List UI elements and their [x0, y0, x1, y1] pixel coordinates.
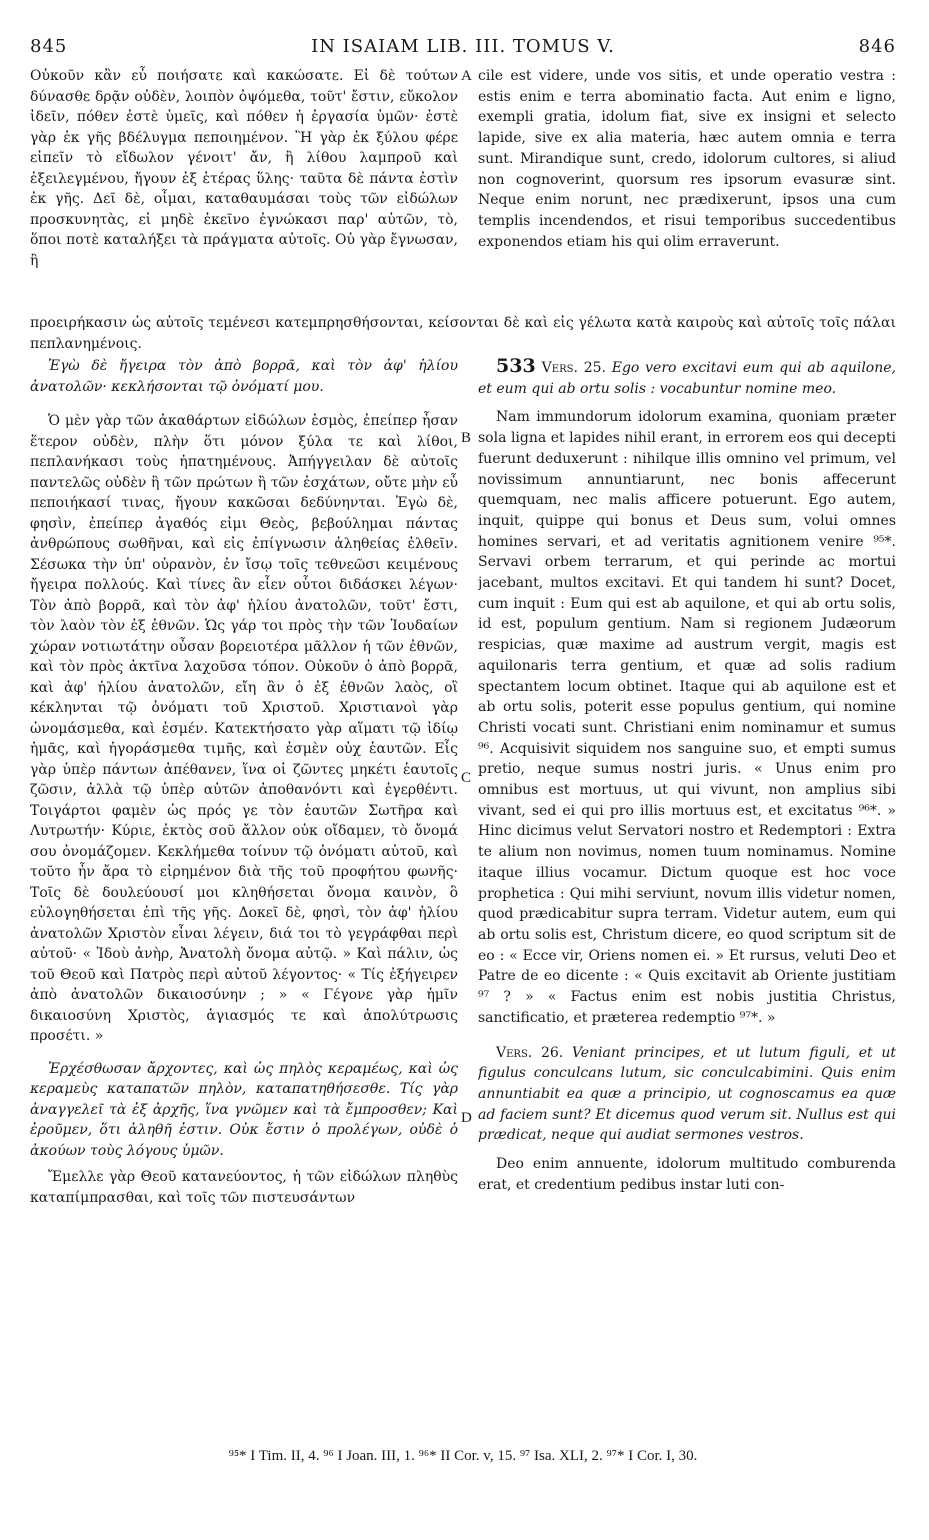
- page-header: [30, 36, 896, 60]
- latin-verse-26: [478, 1043, 896, 1147]
- latin-paragraph-1: Nam immundorum idolorum examina, quoniam præter sola ligna et lapides nihil erant, in errorem eos qui decepti fuerunt deduxerunt : nihilque illis omnino vel primum, vel novissimum annuntiarunt, nec bonis affecerunt quemquam, nec malis afficere potuerunt. Ego autem, inquit, quippe qui bonus et Deus sum, volui omnes homines servari, et ad veritatis agnitionem venire ⁹⁵*. Servavi orbem terrarum, et qui perinde ac mortui jacebant, multos excitavi. Et qui tandem hi sunt? Docet, cum inquit : Eum qui est ab aquilone, et qui ab ortu solis, id est, populum gentium. Nam si regionem Judæorum respicias, quæ maxime ad austrum vergit, magis est aquilonaris terra gentium, et quæ ad solis radium spectantem locum obtinet. Itaque qui ab aquilone est et ab ortu solis, poterit esse populus gentium, qui nomine Christi vocati sunt. Christiani enim nominamur et sumus ⁹⁶. Acquisivit siquidem nos sanguine suo, et empti sumus pretio, neque sumus nostri juris. « Unus enim pro omnibus est mortuus, ut qui vivunt, non amplius sibi vivant, sed ei qui pro illis mortuus est, et excitatus ⁹⁶*. » Hinc dicimus velut Servatori nostro et Redemptori : Extra te alium non novimus, nomen tuum nominamus. Nomine itaque illius vocamur. Dictum quoque est hoc voce prophetica : Qui mihi serviunt, novum illis videtur nomen, quod prædicabitur supra terram. Videtur autem, eum qui ab ortu solis est, Christum dicere, eo quod scriptum sit de eo : « Ecce vir, Oriens nomen ei. » Et rursus, veluti Deo et Patre de eo dicente : « Quis excitavit ab Oriente justitiam ⁹⁷ ? » « Factus enim est nobis justitia Christus, sanctificatio, et præterea redemptio ⁹⁷*. »: [478, 409, 896, 1026]
- latin-verse-25: [478, 356, 896, 399]
- right-page-number: 846: [858, 36, 896, 57]
- greek-column: [30, 356, 458, 1438]
- greek-wide-text: προειρήκασιν ὡς αὐτοῖς τεμένεσι κατεμπρησθήσονται, κείσονται δὲ καὶ εἰς γέλωτα κατὰ καιροὺς καὶ αὐτοῖς τοῖς πάλαι πεπλανημένοις.: [30, 315, 896, 352]
- margin-marker-c: C: [461, 770, 472, 786]
- footnotes: ⁹⁵* I Tim. II, 4. ⁹⁶ I Joan. III, 1. ⁹⁶* II Cor. v, 15. ⁹⁷ Isa. XLI, 2. ⁹⁷* I Cor. I, 30.: [228, 1448, 698, 1464]
- running-title: IN ISAIAM LIB. III. TOMUS V.: [311, 36, 615, 57]
- latin-column: [478, 356, 896, 1438]
- left-page-number: 845: [30, 36, 68, 57]
- margin-marker-b: B: [461, 430, 472, 446]
- verse-label-25: Vers. 25.: [541, 360, 606, 376]
- latin-paragraph-2: Deo enim annuente, idolorum multitudo comburenda erat, et credentium pedibus instar luti con-: [478, 1156, 896, 1193]
- section-number: 533: [496, 356, 536, 377]
- latin-verse-25-text: Ego vero excitavi eum qui ab aquilone, et eum qui ab ortu solis : vocabuntur nomine meo.: [478, 360, 896, 397]
- greek-verse-25: Ἐγὼ δὲ ἤγειρα τὸν ἀπὸ βορρᾶ, καὶ τὸν ἀφ' ἡλίου ἀνατολῶν· κεκλήσονται τῷ ὀνόματί μου.: [30, 358, 458, 395]
- verse-label-26: Vers. 26.: [496, 1044, 564, 1061]
- margin-marker-d: D: [461, 1110, 472, 1126]
- greek-paragraph-2: Ἔμελλε γὰρ Θεοῦ κατανεύοντος, ἡ τῶν εἰδώλων πληθὺς καταπίμπρασθαι, καὶ τοῖς τῶν πιστευσάντων: [30, 1169, 458, 1206]
- greek-column-top: [30, 66, 458, 314]
- greek-verse-26: Ἐρχέσθωσαν ἄρχοντες, καὶ ὡς πηλὸς κεραμέως, καὶ ὡς κεραμεὺς καταπατῶν πηλὸν, καταπατηθήσεσθε. Τίς γὰρ ἀναγγελεῖ τὰ ἐξ ἀρχῆς, ἵνα γνῶμεν καὶ τὰ ἔμπροσθεν; Καὶ ἐροῦμεν, ὅτι ἀληθῆ ἐστιν. Οὐκ ἔστιν ὁ προλέγων, οὐδὲ ὁ ἀκούων τοὺς λόγους ὑμῶν.: [30, 1060, 458, 1159]
- greek-paragraph-1: Ὁ μὲν γὰρ τῶν ἀκαθάρτων εἰδώλων ἑσμὸς, ἐπείπερ ἦσαν ἕτερον οὐδὲν, πλὴν ὅτι μόνον ξύλα τε καὶ λίθοι, πεπλανήκασι τοὺς ἠπατημένους. Ἀπήγγειλαν δὲ αὐτοῖς παντελῶς οὐδὲν ἢ τῶν πρώτων ἢ τῶν ἐσχάτων, οὔτε μὴν εὖ πεποιήκασί τινας, ἤγουν κακῶσαι δεδύνηνται. Ἐγὼ δὲ, φησὶν, ἐπείπερ ἀγαθός εἰμι Θεὸς, βεβούλημαι πάντας ἀνθρώπους σωθῆναι, καὶ εἰς ἐπίγνωσιν ἀληθείας ἐλθεῖν. Σέσωκα τὴν ὑπ' οὐρανὸν, ἐν ἴσῳ τοῖς τεθνεῶσι κειμένους ἤγειρα πολλούς. Καὶ τίνες ἂν εἶεν οὗτοι διδάσκει λέγων· Τὸν ἀπὸ βορρᾶ, καὶ τὸν ἀφ' ἡλίου ἀνατολῶν, τοῦτ' ἔστι, τὸν λαὸν τὸν ἐξ ἐθνῶν. Ὡς γάρ τοι πρὸς τὴν τῶν Ἰουδαίων χώραν νοτιωτάτην οὖσαν βορειοτέρα μᾶλλον ἡ τῶν ἐθνῶν, καὶ τὸν πρὸς ἀκτῖνα λαχοῦσα τόπον. Οὐκοῦν ὁ ἀπὸ βορρᾶ, καὶ ἀφ' ἡλίου ἀνατολῶν, εἴη ἂν ὁ ἐξ ἐθνῶν λαὸς, οἳ κέκληνται τῷ ὀνόματι τοῦ Χριστοῦ. Χριστιανοὶ γὰρ ὠνομάσμεθα, καὶ ἐσμέν. Κατεκτήσατο γὰρ αἵματι τῷ ἰδίῳ ἡμᾶς, καὶ ἠγοράσμεθα τιμῆς, καὶ ἐσμὲν οὐχ ἑαυτῶν. Εἷς γὰρ ὑπὲρ πάντων ἀπέθανεν, ἵνα οἱ ζῶντες μηκέτι ἑαυτοῖς ζῶσιν, ἀλλὰ τῷ ὑπὲρ αὐτῶν ἀποθανόντι καὶ ἐγερθέντι. Τοιγάρτοι φαμὲν ὡς πρός γε τὸν ἑαυτῶν Σωτῆρα καὶ Λυτρωτήν· Κύριε, ἐκτὸς σοῦ ἄλλον οὐκ οἴδαμεν, τὸ ὄνομά σου ὀνομάζομεν. Κεκλήμεθα τοίνυν τῷ ὀνόματι αὐτοῦ, καὶ τοῦτο ἦν ἄρα τὸ εἰρημένον διὰ τῆς τοῦ προφήτου φωνῆς· Τοῖς δὲ δουλεύουσί μοι κληθήσεται ὄνομα καινὸν, ὃ εὐλογηθήσεται ἐπὶ τῆς γῆς. Δοκεῖ δὲ, φησὶ, τὸν ἀφ' ἡλίου ἀνατολῶν Χριστὸν εἶναι λέγειν, διά τοι τὸ γεγράφθαι περὶ αὐτοῦ· « Ἰδοὺ ἀνὴρ, Ἀνατολὴ ὄνομα αὐτῷ. » Καὶ πάλιν, ὡς τοῦ Θεοῦ καὶ Πατρὸς περὶ αὐτοῦ λέγοντος· « Τίς ἐξήγειρεν ἀπὸ ἀνατολῶν δικαιοσύνην ; » « Γέγονε γὰρ ἡμῖν δικαιοσύνη Χριστὸς, ἁγιασμός τε καὶ ἀπολύτρωσις προσέτι. »: [30, 413, 458, 1044]
- margin-marker-a: A: [461, 68, 472, 84]
- latin-paragraph: cile est videre, unde vos sitis, et unde operatio vestra : estis enim e terra abominatio facta. Aut enim e ligno, exempli gratia, idolum fiat, sive ex insigni et selecto lapide, sive ex alia materia, hæc autem omnia e terra sunt. Mirandique sunt, credo, idolorum cultores, si aliud non cognoverint, quorsum res ipsorum evasuræ sint. Neque enim norunt, nec prædixerunt, ipsos una cum templis incendendos, et risui temporibus succedentibus exponendos etiam his qui olim erraverunt.: [478, 68, 896, 250]
- latin-verse-26-text: Veniant principes, et ut lutum figuli, et ut figulus conculcans lutum, sic conculcabimini. Quis enim annuntiabit ea quæ a principio, ut cognoscamus ea quæ ad faciem sunt? Et dicemus quod verum sit. Nullus est qui prædicat, neque qui audiat sermones vestros.: [478, 1044, 896, 1144]
- latin-column-top: [478, 66, 896, 314]
- greek-paragraph: Οὐκοῦν κἂν εὖ ποιήσατε καὶ κακώσατε. Εἰ δὲ τούτων δύνασθε δρᾷν οὐδὲν, λοιπὸν ὀψόμεθα, τοῦτ' ἔστιν, εὔκολον ἰδεῖν, πόθεν ἐστὲ ὑμεῖς, καὶ πόθεν ἡ ἐργασία ὑμῶν· ἐστὲ γὰρ ἐκ γῆς βδέλυγμα πεποιημένον. Ἢ γὰρ ἐκ ξύλου φέρε εἰπεῖν τὸ εἴδωλον γένοιτ' ἄν, ἢ λίθου λαμπροῦ καὶ ἐξειλεγμένου, ἤγουν ἐξ ἑτέρας ὕλης· ταῦτα δὲ πάντα ἐστὶν ἐκ γῆς. Δεῖ δὲ, οἶμαι, καταθαυμάσαι τοὺς τῶν εἰδώλων προσκυνητὰς, εἰ μηδὲ ἐκεῖνο ἐγνώκασι παρ' αὐτῶν, τὸ, ὅποι ποτὲ καταλήξει τὰ πράγματα αὐτοῖς. Οὐ γὰρ ἔγνωσαν, ἢ: [30, 68, 458, 269]
